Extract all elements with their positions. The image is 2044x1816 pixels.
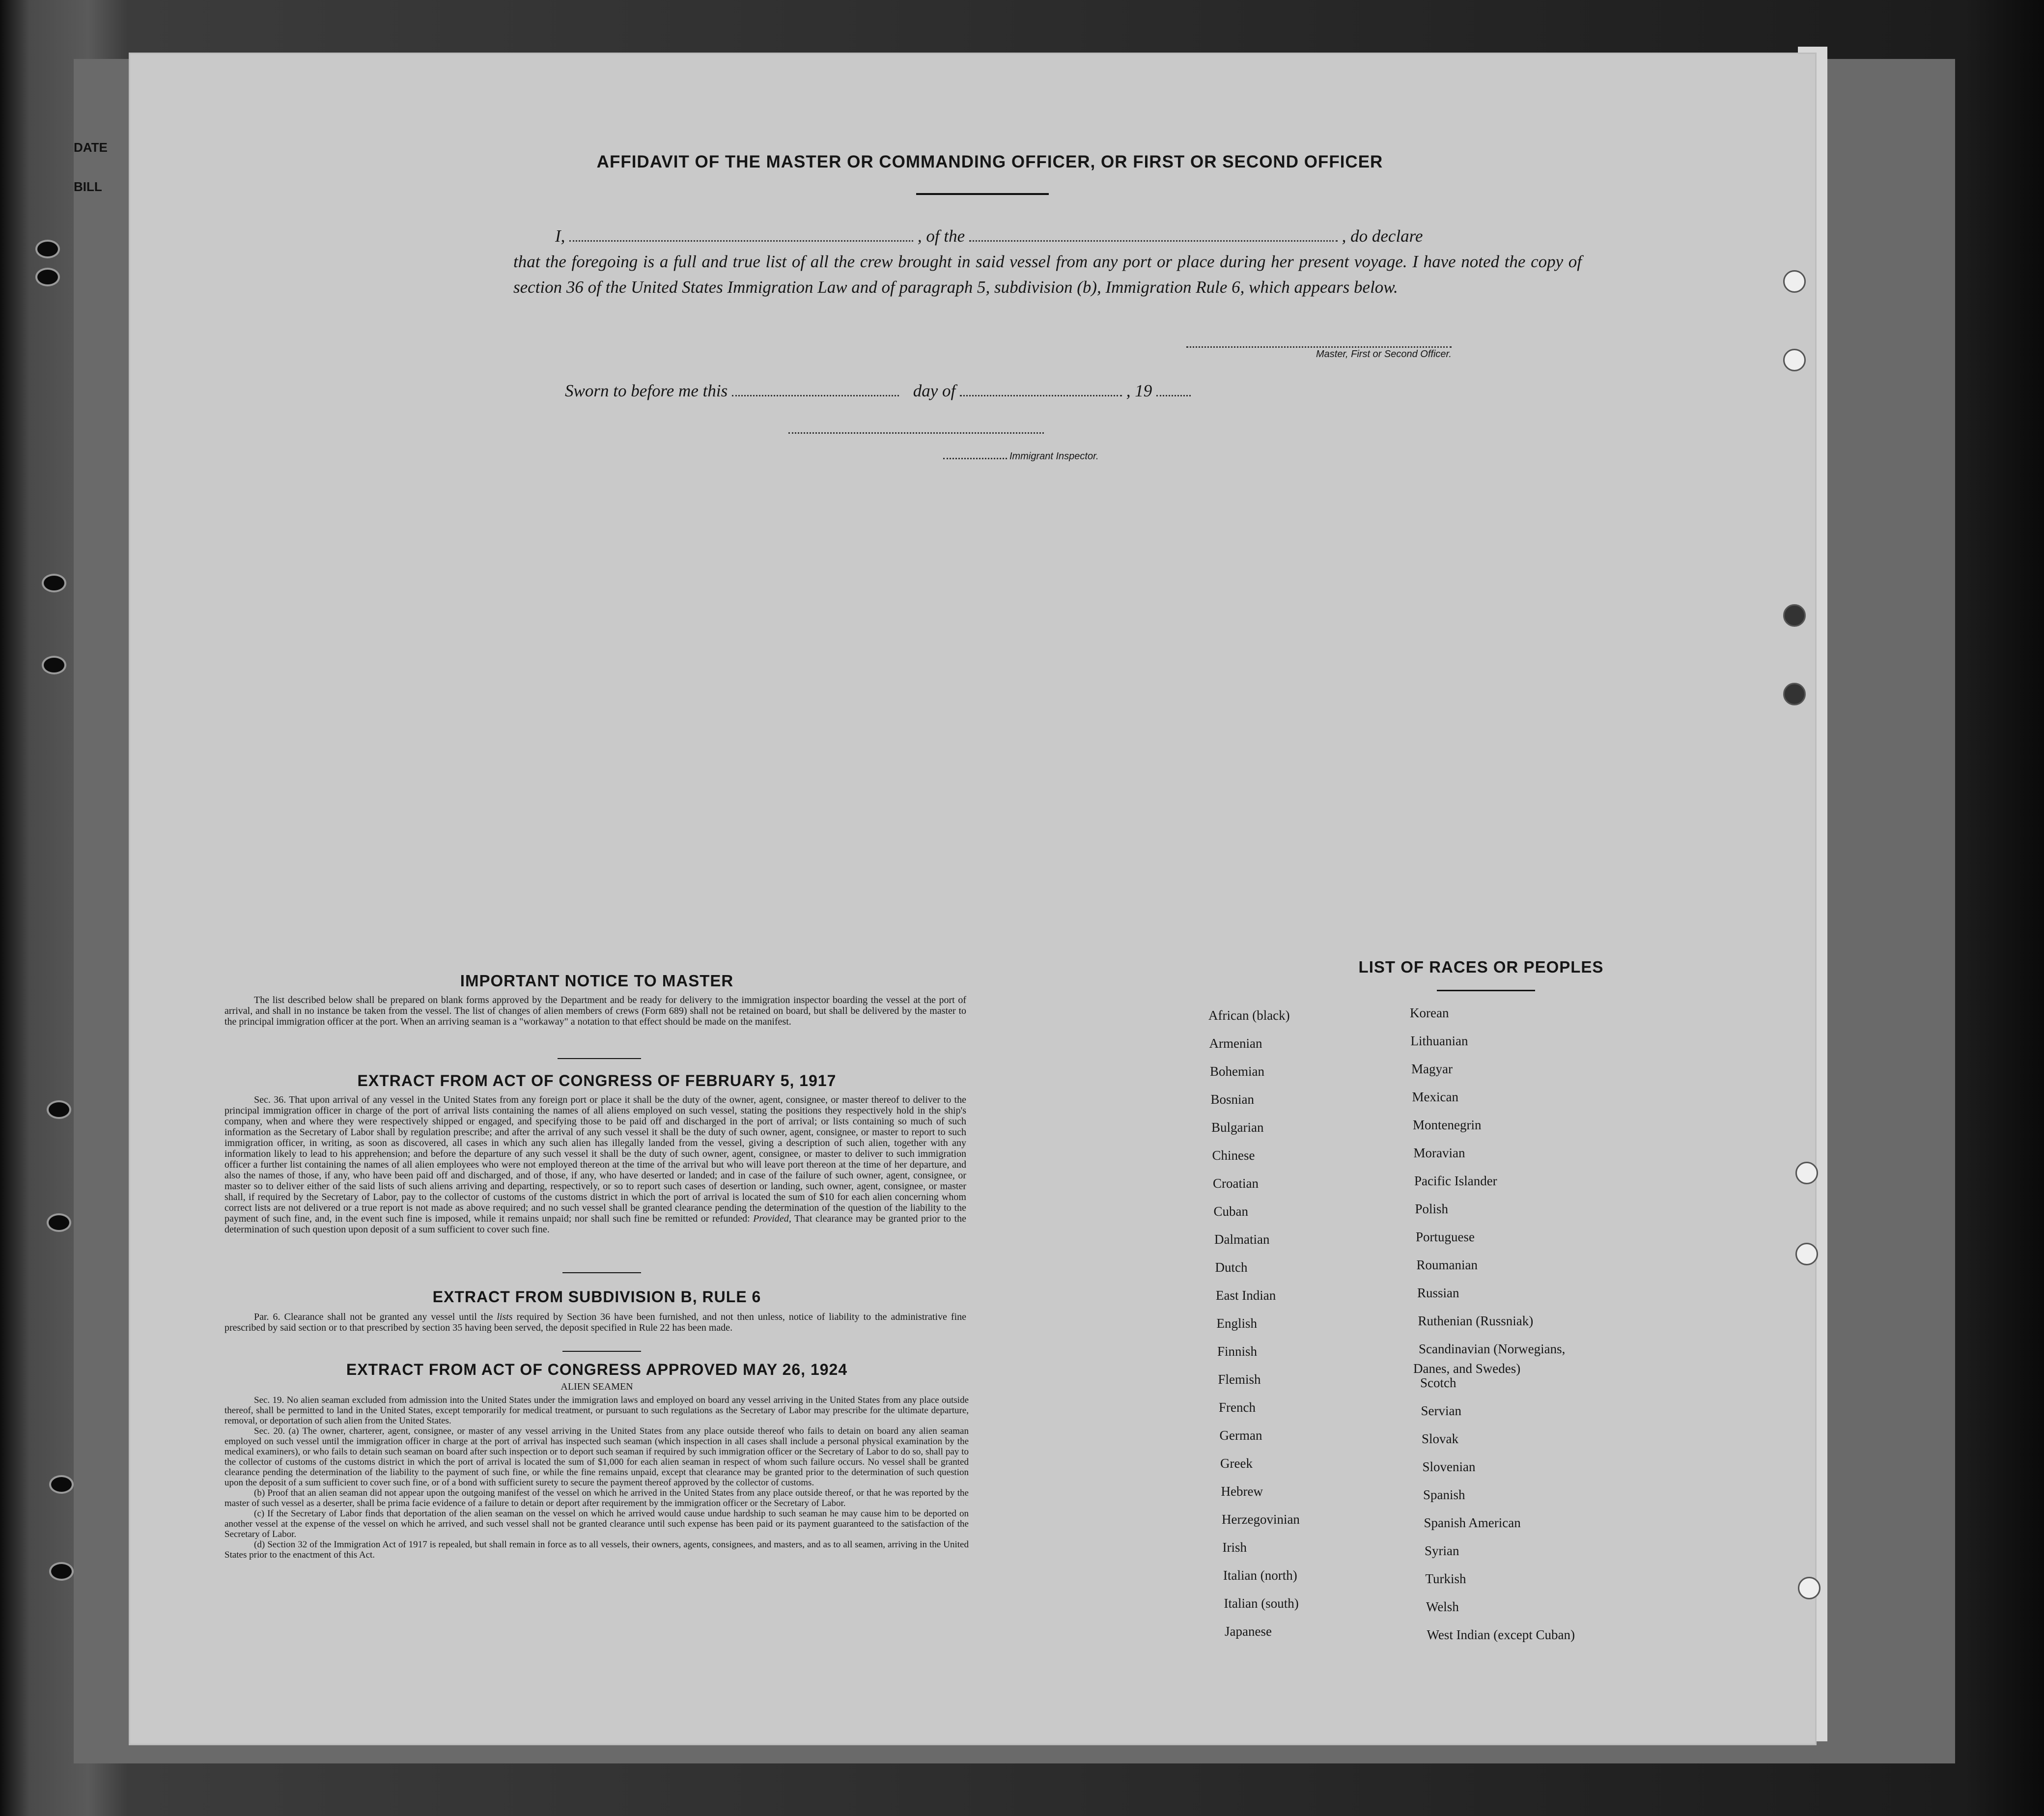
sworn-line bbox=[565, 378, 1351, 404]
binding-hole bbox=[49, 1562, 74, 1581]
extract-1917-text-a: Sec. 36. That upon arrival of any vessel in the United States from any foreign port or place it shall be the duty of the owner, agent, consignee, or master thereof to deliver to the principal immigration officer in charge of the port of arrival lists containing the names of all aliens employed on such vessel, stating the positions they respectively hold in the ship's company, when and where they were respectively shipped or engaged, and specifying those to be paid off and discharged in the port of arrival; or lists containing so much of such information as the Secretary of Labor shall by regulation prescribe; and after the arrival of any such vessel it shall be the duty of such owner, agent, consignee, or master to report to such immigration officer, in writing, as soon as discovered, all cases in which any such alien has illegally landed from the vessel, giving a description of such alien, together with any information likely to lead to his apprehension; and before the departure of any such vessel it shall be the duty of such owner, agent, consignee, or master to deliver to such immigration officer a further list containing the names of all alien employees who were not employed thereon at the time of the arrival but who will leave port thereon at the time of her departure, and also the names of those, if any, who have been paid off and discharged, and of those, if any, who have deserted or landed; and in case of the failure of such owner, agent, consignee, or master so to deliver either of the said lists of such aliens arriving and departing, respectively, or so to report such cases of desertion or landing, such owner, agent, consignee, or master shall, if required by the Secretary of Labor, pay to the collector of customs of the customs district in which the port of arrival is located the sum of $10 for each alien concerning whom correct lists are not delivered or a true report is not made as above required; and no such vessel shall be granted clearance pending the determination of the question of the liability to the payment of such fine, and, in the event such fine is imposed, while it remains unpaid; nor shall such fine be remitted or refunded: bbox=[224, 1094, 966, 1224]
section-rule bbox=[562, 1351, 641, 1352]
race-item: Armenian bbox=[1209, 1036, 1262, 1051]
bill-label: BILL bbox=[74, 179, 102, 194]
punch-hole bbox=[1795, 1243, 1818, 1265]
binding-hole bbox=[35, 240, 60, 258]
extract-1917-title: EXTRACT FROM ACT OF CONGRESS OF FEBRUARY 5, 1917 bbox=[357, 1072, 837, 1090]
sworn-label: Sworn to before me this bbox=[565, 381, 728, 400]
extract-rule6-text bbox=[224, 1312, 966, 1333]
sworn-month-field[interactable] bbox=[960, 395, 1122, 396]
race-item: Italian (north) bbox=[1223, 1568, 1297, 1583]
punch-hole bbox=[1798, 1577, 1820, 1599]
race-item: Scotch bbox=[1420, 1375, 1456, 1390]
race-item: Dutch bbox=[1215, 1260, 1248, 1275]
races-rule bbox=[1437, 990, 1535, 991]
race-item: Mexican bbox=[1412, 1090, 1458, 1104]
race-item: Bulgarian bbox=[1211, 1120, 1264, 1135]
year-label: , 19 bbox=[1126, 381, 1152, 400]
provided-word: Provided, bbox=[753, 1213, 791, 1224]
i-label: I, bbox=[555, 226, 565, 246]
race-item: Roumanian bbox=[1416, 1257, 1478, 1272]
race-item: Irish bbox=[1222, 1540, 1247, 1555]
race-item: Japanese bbox=[1225, 1624, 1272, 1639]
sec20c-paragraph: (c) If the Secretary of Labor finds that deportation of the alien seaman on the vessel on which he arrived would cause undue hardship to such seaman he may cause him to be deported on another vessel at the expense of the vessel on which he arrived, and such vessel shall not be granted clearance until such expense has been paid or its payment guaranteed to the satisfaction of the Secretary of Labor. bbox=[224, 1509, 969, 1539]
master-signature-field[interactable] bbox=[1186, 341, 1452, 348]
title-rule bbox=[916, 193, 1049, 195]
binding-hole bbox=[47, 1100, 71, 1119]
signature-caption: Master, First or Second Officer. bbox=[1316, 349, 1452, 360]
extract-rule6-text-a: Par. 6. Clearance shall not be granted any vessel until the bbox=[254, 1312, 493, 1322]
race-item: Slovak bbox=[1422, 1431, 1459, 1446]
punch-hole bbox=[1783, 604, 1806, 627]
race-item: Flemish bbox=[1218, 1372, 1261, 1387]
race-item: Slovenian bbox=[1422, 1459, 1476, 1474]
binding-hole bbox=[42, 656, 66, 674]
race-item: Cuban bbox=[1213, 1204, 1248, 1219]
section-rule bbox=[558, 1058, 641, 1059]
race-item: Turkish bbox=[1425, 1571, 1466, 1586]
race-item: Bosnian bbox=[1210, 1092, 1255, 1107]
inspector-field-short[interactable] bbox=[943, 453, 1007, 459]
punch-hole bbox=[1783, 683, 1806, 705]
race-item-continuation: Danes, and Swedes) bbox=[1413, 1361, 1521, 1376]
race-item: Servian bbox=[1421, 1403, 1461, 1418]
race-item: Croatian bbox=[1213, 1176, 1259, 1191]
race-item: Montenegrin bbox=[1413, 1118, 1482, 1132]
race-item: Dalmatian bbox=[1214, 1232, 1270, 1247]
extract-1924-subtitle: ALIEN SEAMEN bbox=[560, 1381, 633, 1392]
race-item: Bohemian bbox=[1210, 1064, 1264, 1079]
section-rule bbox=[562, 1272, 641, 1273]
race-item: Pacific Islander bbox=[1414, 1173, 1497, 1188]
extract-rule6-text-b: required by Section 36 have been furnished, and not then unless, notice of liability to the administrative fine prescribed by said section or to that prescribed by section 35 having been served, the deposit specified in Rule 22 has been made. bbox=[224, 1312, 966, 1333]
extract-1924-title: EXTRACT FROM ACT OF CONGRESS APPROVED MAY 26, 1924 bbox=[346, 1361, 848, 1378]
of-the-label: , of the bbox=[917, 226, 965, 246]
race-item: Welsh bbox=[1426, 1599, 1459, 1614]
race-item: Portuguese bbox=[1416, 1229, 1475, 1244]
race-item: French bbox=[1219, 1400, 1256, 1415]
race-item: West Indian (except Cuban) bbox=[1427, 1627, 1575, 1642]
extract-rule6-title: EXTRACT FROM SUBDIVISION B, RULE 6 bbox=[432, 1288, 761, 1306]
punch-hole bbox=[1783, 349, 1806, 371]
race-item: German bbox=[1219, 1428, 1262, 1443]
extract-1924-body bbox=[224, 1395, 969, 1560]
vessel-field[interactable] bbox=[969, 240, 1338, 242]
race-item: Lithuanian bbox=[1410, 1034, 1468, 1048]
race-item: Greek bbox=[1220, 1456, 1253, 1471]
manifest-page bbox=[130, 54, 1815, 1744]
extract-1917-text bbox=[224, 1094, 966, 1235]
race-item: Polish bbox=[1415, 1201, 1449, 1216]
affidavit-title: AFFIDAVIT OF THE MASTER OR COMMANDING OFFICER, OR FIRST OR SECOND OFFICER bbox=[596, 152, 1383, 171]
race-item: Spanish American bbox=[1424, 1515, 1521, 1530]
race-item: Russian bbox=[1417, 1285, 1459, 1300]
race-item: African (black) bbox=[1208, 1008, 1290, 1023]
sec20b-paragraph: (b) Proof that an alien seaman did not appear upon the outgoing manifest of the vessel on which he arrived in the United States from any place outside thereof, or that he was reported by the master of such vessel as a deserter, shall be prima facie evidence of a failure to detain or deport after requirement by the immigration officer or the Secretary of Labor. bbox=[224, 1488, 969, 1509]
sec20d-paragraph: (d) Section 32 of the Immigration Act of 1917 is repealed, but shall remain in force as to all vessels, their owners, agents, consignees, and masters, and as to all seamen, arriving in the United States prior to the enactment of this Act. bbox=[224, 1539, 969, 1560]
notice-title: IMPORTANT NOTICE TO MASTER bbox=[460, 972, 734, 990]
sec19-paragraph: Sec. 19. No alien seaman excluded from admission into the United States under the immigration laws and employed on board any vessel arriving in the United States from any place outside thereof, shall be permitted to land in the United States, except temporarily for medical treatment, or pursuant to such regulations as the Secretary of Labor may prescribe for the ultimate departure, removal, or deportation of such alien from the United States. bbox=[224, 1395, 969, 1426]
inspector-caption: Immigrant Inspector. bbox=[1009, 451, 1099, 462]
binding-hole bbox=[42, 574, 66, 592]
race-item: Moravian bbox=[1413, 1145, 1465, 1160]
do-declare-label: , do declare bbox=[1342, 226, 1423, 246]
race-item: Finnish bbox=[1217, 1344, 1258, 1359]
name-field[interactable] bbox=[569, 240, 913, 242]
race-item: Syrian bbox=[1425, 1543, 1459, 1558]
race-item: Hebrew bbox=[1221, 1484, 1263, 1499]
binding-hole bbox=[47, 1213, 71, 1232]
declaration-line bbox=[513, 224, 1582, 249]
race-item: English bbox=[1216, 1316, 1258, 1331]
race-item: East Indian bbox=[1216, 1288, 1276, 1303]
race-item: Magyar bbox=[1411, 1062, 1453, 1076]
race-item: Spanish bbox=[1423, 1487, 1465, 1502]
punch-hole bbox=[1795, 1162, 1818, 1184]
inspector-signature-field[interactable] bbox=[788, 427, 1044, 434]
notice-text: The list described below shall be prepared on blank forms approved by the Department and be ready for delivery to the immigration inspector boarding the vessel at the port of arrival, and shall in no instance be taken from the vessel. The list of changes of alien members of crews (Form 689) shall not be retained on board, but shall be delivered by the master to the principal immigration officer at the port. When an arriving seaman is a "workaway" a notation to that effect should be made on the manifest. bbox=[224, 995, 966, 1027]
race-item: Herzegovinian bbox=[1222, 1512, 1300, 1527]
race-item: Chinese bbox=[1212, 1148, 1255, 1163]
sworn-year-field[interactable] bbox=[1156, 395, 1191, 396]
date-label: DATE bbox=[74, 140, 108, 155]
declaration-body: that the foregoing is a full and true list of all the crew brought in said vessel from any port or place during her present voyage. I have noted the copy of section 36 of the United States Immigration Law and of paragraph 5, subdivision (b), Immigration Rule 6, which appears below. bbox=[513, 252, 1582, 297]
extract-1917-text-b: That clearance may be granted prior to the determination of such question upon deposit of a sum sufficient to cover such fine. bbox=[224, 1213, 967, 1235]
races-title: LIST OF RACES OR PEOPLES bbox=[1358, 958, 1604, 976]
race-item: Italian (south) bbox=[1224, 1596, 1299, 1611]
race-item: Korean bbox=[1410, 1006, 1449, 1020]
punch-hole bbox=[1783, 270, 1806, 293]
sworn-day-field[interactable] bbox=[732, 395, 899, 396]
day-of-label: day of bbox=[913, 381, 956, 400]
binding-hole bbox=[35, 268, 60, 286]
lists-word: lists bbox=[497, 1312, 513, 1322]
race-item: Scandinavian (Norwegians, bbox=[1419, 1341, 1566, 1356]
race-item: Ruthenian (Russniak) bbox=[1418, 1313, 1534, 1328]
binding-hole bbox=[49, 1475, 74, 1494]
sec20a-paragraph: Sec. 20. (a) The owner, charterer, agent, consignee, or master of any vessel arriving in the United States from any place outside thereof who fails to detain on board any alien seaman employed on such vessel until the immigration officer in charge at the port of arrival has inspected such seaman (which inspection in all cases shall include a personal physical examination by the medical examiners), or who fails to detain such seaman on board after such inspection or to deport such seaman if required by such immigration officer or the Secretary of Labor to do so, shall pay to the collector of customs of the customs district in which the port of arrival is located the sum of $1,000 for each alien seaman in respect of whom such failure occurs. No vessel shall be granted clearance pending the determination of the liability to the payment of such fine, or while the fine remains unpaid, except that clearance may be granted prior to the determination of such question upon the deposit of a sum sufficient to cover such fine, or of a bond with sufficient surety to secure the payment thereof approved by the collector of customs. bbox=[224, 1426, 969, 1488]
